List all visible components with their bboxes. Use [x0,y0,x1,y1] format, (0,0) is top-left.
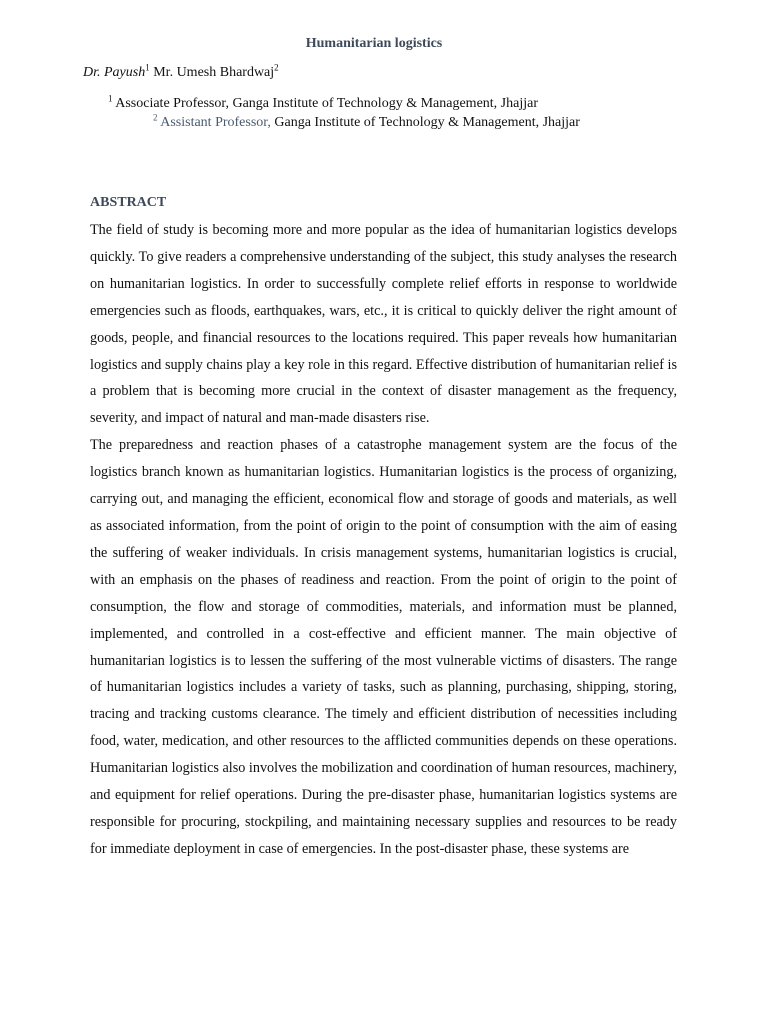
affiliation-1-text: Associate Professor, Ganga Institute of Technology & Management, Jhajjar [112,96,538,111]
affiliation-2 [153,112,580,131]
author-2-name: Mr. Umesh Bhardwaj [149,65,275,80]
author-2-superscript: 2 [274,62,279,73]
author-1-superscript: 1 [145,62,150,73]
paper-title: Humanitarian logistics [305,36,443,51]
abstract-paragraph-2: The preparedness and reaction phases of a catastrophe management system are the focus of the logistics branch known as humanitarian logistics. Humanitarian logistics is the process of organizing, carrying out, and managing the efficient, economical flow and storage of goods and materials, as well as associated information, from the point of origin to the point of consumption with the aim of easing the suffering of weaker individuals. In crisis management systems, humanitarian logistics is crucial, with an emphasis on the phases of readiness and reaction. From the point of origin to the point of consumption, the flow and storage of commodities, materials, and information must be planned, implemented, and controlled in a cost-effective and efficient manner. The main objective of humanitarian logistics is to lessen the suffering of the most vulnerable victims of disasters. The range of humanitarian logistics includes a variety of tasks, such as planning, purchasing, shipping, storing, tracing and tracking customs clearance. The timely and efficient distribution of necessities including food, water, medication, and other resources to the afflicted communities depends on these operations. Humanitarian logistics also involves the mobilization and coordination of human resources, machinery, and equipment for relief operations. During the pre-disaster phase, humanitarian logistics systems are responsible for procuring, stockpiling, and maintaining necessary supplies and resources to be ready for immediate deployment in case of emergencies. In the post-disaster phase, these systems are [90,437,677,857]
affiliation-2-text: Ganga Institute of Technology & Management, Jhajjar [270,115,580,130]
affiliation-1-superscript: 1 [108,93,113,104]
affiliation-1 [108,93,538,112]
abstract-body [90,217,677,863]
author-1-name: Dr. Payush [83,65,146,80]
affiliation-2-superscript: 2 [153,112,158,123]
affiliation-2-role: Assistant Professor, [157,115,271,130]
abstract-heading: ABSTRACT [90,195,167,210]
author-line [83,62,279,81]
abstract-paragraph-1: The field of study is becoming more and more popular as the idea of humanitarian logistics develops quickly. To give readers a comprehensive understanding of the subject, this study analyses the research on humanitarian logistics. In order to successfully complete relief efforts in response to worldwide emergencies such as floods, earthquakes, wars, etc., it is critical to quickly deliver the right amount of goods, people, and financial resources to the locations required. This paper reveals how humanitarian logistics and supply chains play a key role in this regard. Effective distribution of humanitarian relief is a problem that is becoming more crucial in the context of disaster management as the frequency, severity, and impact of natural and man-made disasters rise. [90,222,677,427]
